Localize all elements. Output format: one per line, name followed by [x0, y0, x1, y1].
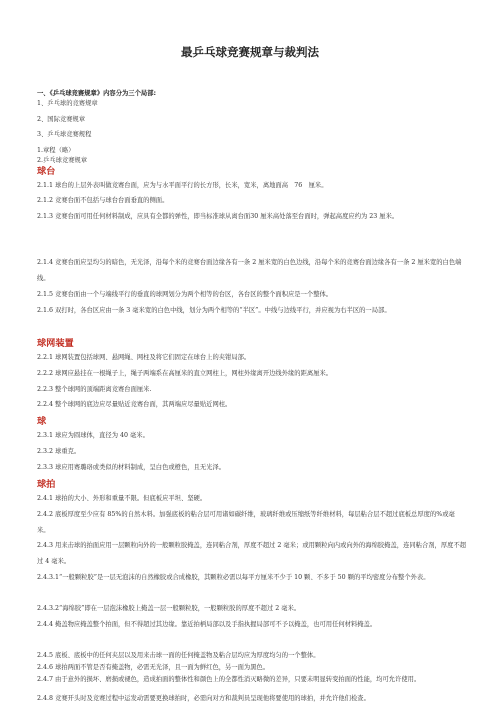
rule-text: 2.1.5 竞赛台面由一个与端线平行的垂直的球网划分为两个相等的台区，各台区的整个面积应是一个整体。 — [37, 291, 333, 298]
rule-text: 2.2.1 球网装置包括球网、悬网绳、网柱及将它们固定在球台上的夹钳局部。 — [37, 354, 251, 361]
rule-text: 2.4.3.2“海绵胶”即在一层泡沫橡胶上掩盖一层一般颗粒胶，一般颗粒胶的厚度不超过 2 毫米。 — [37, 605, 301, 612]
rule-text: 2.1.1 球台的上层外表叫做竞赛台面，应为与水平面平行的长方形，长米，宽米，离地面高 76 厘米。 — [37, 182, 328, 189]
document-title: 最乒乓球竞赛规章与裁判法 — [181, 45, 319, 59]
rule-text: 2.1.2 竞赛台面不包括与球台台面垂直的侧面。 — [37, 197, 169, 204]
rule-text: 2.4.5 底板、底板中的任何夹层以及用来击球一面的任何掩盖物及粘合层均应为厚度均匀的一个整体。 — [37, 652, 320, 659]
intro-item: 3、乒乓球竞赛规程 — [37, 131, 92, 138]
intro-sub-item: 1.章程（略） — [37, 147, 75, 154]
rule-text: 2.4.8 竞赛开头时及竞赛过程中运发动需要更换球拍时，必需向对方和裁判员呈现他将要使用的球拍，并允许他们检查。 — [37, 695, 370, 702]
rule-text: 2.2.3 整个球网的顶端距离竞赛台面厘米. — [37, 386, 152, 393]
intro-sub-item: 2.乒乓球竞赛规章 — [37, 157, 88, 164]
intro-heading: 一、《乒乓球竞赛规章》内容分为三个局部: — [37, 90, 157, 97]
section-heading-table: 球台 — [37, 166, 56, 177]
rule-text: 2.1.3 竞赛台面可用任何材料制成，应具有全都的弹性，即当标准球从离台面30 厘米高处落至台面时，弹起高度应约为 23 厘米。 — [37, 213, 399, 220]
rule-text: 2.1.4 竞赛台面应呈均匀的暗色，无光泽，沿每个米的竞赛台面边缘各有一条 2 厘米宽的白色边线，沿每个米的竞赛台面边缘各有一条 2 厘米宽的白色端线。 — [37, 259, 462, 282]
rule-text: 2.4.1 球拍的大小、外形和重量不限。但底板应平坦、坚硬。 — [37, 495, 207, 502]
rule-text: 2.4.6 球拍两面不管是否有掩盖物，必需无光泽，且一面为鲜红色，另一面为黑色。 — [37, 664, 270, 671]
rule-text: 2.3.1 球应为圆球体，直径为 40 毫米。 — [37, 432, 149, 439]
rule-text: 2.2.2 球网应悬挂在一根绳子上，绳子两端系在高厘米的直立网柱上，网柱外缘离开边线外缘的距离厘米。 — [37, 370, 333, 377]
section-heading-ball: 球 — [37, 416, 47, 427]
rule-text: 2.4.3 用来击球的拍面应用一层颗粒向外的一般颗粒胶掩盖，连同粘合剂，厚度不超过 2 毫米；或用颗粒向内或向外的海绵胶掩盖，连同粘合剂，厚度不超过 4 毫米。 — [37, 542, 467, 565]
rule-text: 2.4.2 底板厚度至少应有 85%的自然木料。加强底板的粘合层可用诸如碳纤维，玻璃纤维或压缩纸等纤维材料，每层粘合层不超过底板总厚度的%或毫米。 — [37, 511, 455, 534]
rule-text: 2.3.2 球重克。 — [37, 448, 81, 455]
intro-item: 1、乒乓球的竞赛规章 — [37, 100, 98, 107]
rule-text: 2.4.3.1“一般颗粒胶”是一层无泡沫的自然橡胶或合成橡胶，其颗粒必需以每平方厘米不少于 10 颗、不多于 50 颗的平均密度分布整个外表。 — [37, 574, 430, 581]
intro-item: 2、国际竞赛规章 — [37, 116, 86, 123]
section-heading-net: 球网装置 — [37, 338, 74, 349]
rule-text: 2.2.4 整个球网的底边应尽量贴近竞赛台面，其两端应尽量贴近网柱。 — [37, 401, 232, 408]
rule-text: 2.4.4 掩盖物应掩盖整个拍面，但不得超过其边缘。靠近拍柄局部以及手指执握局部可不予以掩盖，也可用任何材料掩盖。 — [37, 621, 377, 628]
rule-text: 2.4.7 由于意外的损坏、磨损或褪色，造成拍面的整体性和颜色上的全都性消灭略微的差异，只要未明显转变拍面的性能，均可允许使用。 — [37, 676, 421, 683]
rule-text: 2.3.3 球应用赛璐珞或类似的材料制成，呈白色或橙色，且无光泽。 — [37, 464, 226, 471]
rule-text: 2.1.6 双打时，各台区应由一条 3 毫米宽的白色中线，划分为两个相等的“半区”。中线与边线平行，并应视为右半区的一局部。 — [37, 307, 391, 314]
section-heading-racket: 球拍 — [37, 479, 56, 490]
